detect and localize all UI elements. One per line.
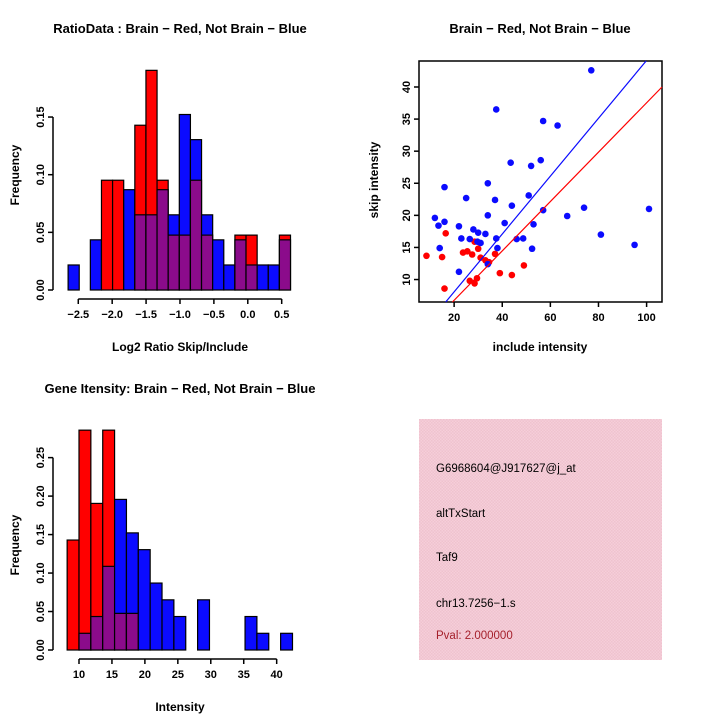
intensity-scatter-panel <box>360 0 720 360</box>
y-tick-label: 0.00 <box>35 279 47 301</box>
intensity-scatter-ylabel: skip intensity <box>367 141 381 219</box>
ratio-histogram-xlabel: Log2 Ratio Skip/Include <box>111 340 248 354</box>
ratio-histogram-ylabel: Frequency <box>8 144 22 206</box>
x-tick-label: 40 <box>496 312 509 324</box>
fit-line-red <box>452 87 662 302</box>
gene-intensity-histogram-title: Gene Itensity: Brain − Red, Not Brain − Blue <box>44 381 316 396</box>
gene-intensity-histogram-canvas <box>0 360 360 720</box>
gene-info-box <box>419 419 662 660</box>
gene-intensity-histogram-ylabel: Frequency <box>8 514 22 576</box>
x-tick-label: −1.5 <box>135 309 157 321</box>
y-tick-label: 25 <box>401 177 413 190</box>
plot-box <box>419 61 662 302</box>
intensity-scatter-xlabel: include intensity <box>492 340 588 354</box>
location-text: chr13.7256−1.s <box>436 598 516 610</box>
y-tick-label: 0.05 <box>35 600 47 623</box>
ratio-histogram-panel <box>0 0 360 360</box>
y-tick-label: 0.10 <box>35 163 47 186</box>
x-tick-label: 35 <box>237 669 250 681</box>
y-tick-label: 30 <box>401 145 413 158</box>
y-tick-label: 15 <box>401 241 413 254</box>
y-tick-label: 10 <box>401 273 413 286</box>
y-tick-label: 35 <box>401 112 413 126</box>
x-tick-label: 10 <box>72 669 86 681</box>
intensity-scatter-title: Brain − Red, Not Brain − Blue <box>449 21 631 36</box>
x-tick-label: −2.5 <box>67 309 90 321</box>
y-tick-label: 0.20 <box>35 485 47 507</box>
y-tick-label: 0.00 <box>35 639 47 661</box>
x-tick-label: −0.5 <box>203 309 225 321</box>
y-tick-label: 0.05 <box>35 221 47 244</box>
y-tick-label: 0.15 <box>35 523 47 546</box>
fit-line-blue <box>446 61 646 302</box>
x-tick-label: −1.0 <box>169 309 191 321</box>
gene-info-panel <box>360 360 720 720</box>
splice-type-text: altTxStart <box>436 508 486 520</box>
gene-name-text: Taf9 <box>436 552 458 564</box>
x-tick-label: 20 <box>138 669 152 681</box>
y-tick-label: 0.25 <box>35 446 47 469</box>
x-tick-label: 80 <box>592 312 605 324</box>
x-tick-label: 60 <box>544 312 557 324</box>
ratio-histogram-canvas <box>0 0 360 360</box>
gene-intensity-histogram-panel <box>0 360 360 720</box>
x-tick-label: 20 <box>448 312 461 324</box>
y-tick-label: 40 <box>401 80 413 94</box>
y-tick-label: 0.10 <box>35 562 47 584</box>
ratio-histogram-title: RatioData : Brain − Red, Not Brain − Blue <box>53 21 307 36</box>
gene-intensity-histogram-xlabel: Intensity <box>155 700 205 714</box>
x-tick-label: 0.0 <box>240 309 256 321</box>
x-tick-label: 15 <box>105 669 119 681</box>
x-tick-label: 0.5 <box>274 309 290 321</box>
y-tick-label: 20 <box>401 209 413 222</box>
points-blue <box>432 67 653 275</box>
x-tick-label: −2.0 <box>101 309 124 321</box>
x-tick-label: 30 <box>204 669 217 681</box>
probe-id-text: G6968604@J917627@j_at <box>436 463 576 475</box>
x-tick-label: 40 <box>270 669 283 681</box>
intensity-scatter-canvas <box>360 0 720 360</box>
pval-text: Pval: 2.000000 <box>436 630 513 642</box>
x-tick-label: 100 <box>637 312 656 324</box>
x-tick-label: 25 <box>171 669 184 681</box>
y-tick-label: 0.15 <box>35 106 47 128</box>
histogram-bars <box>67 430 292 650</box>
histogram-bars <box>68 70 290 290</box>
